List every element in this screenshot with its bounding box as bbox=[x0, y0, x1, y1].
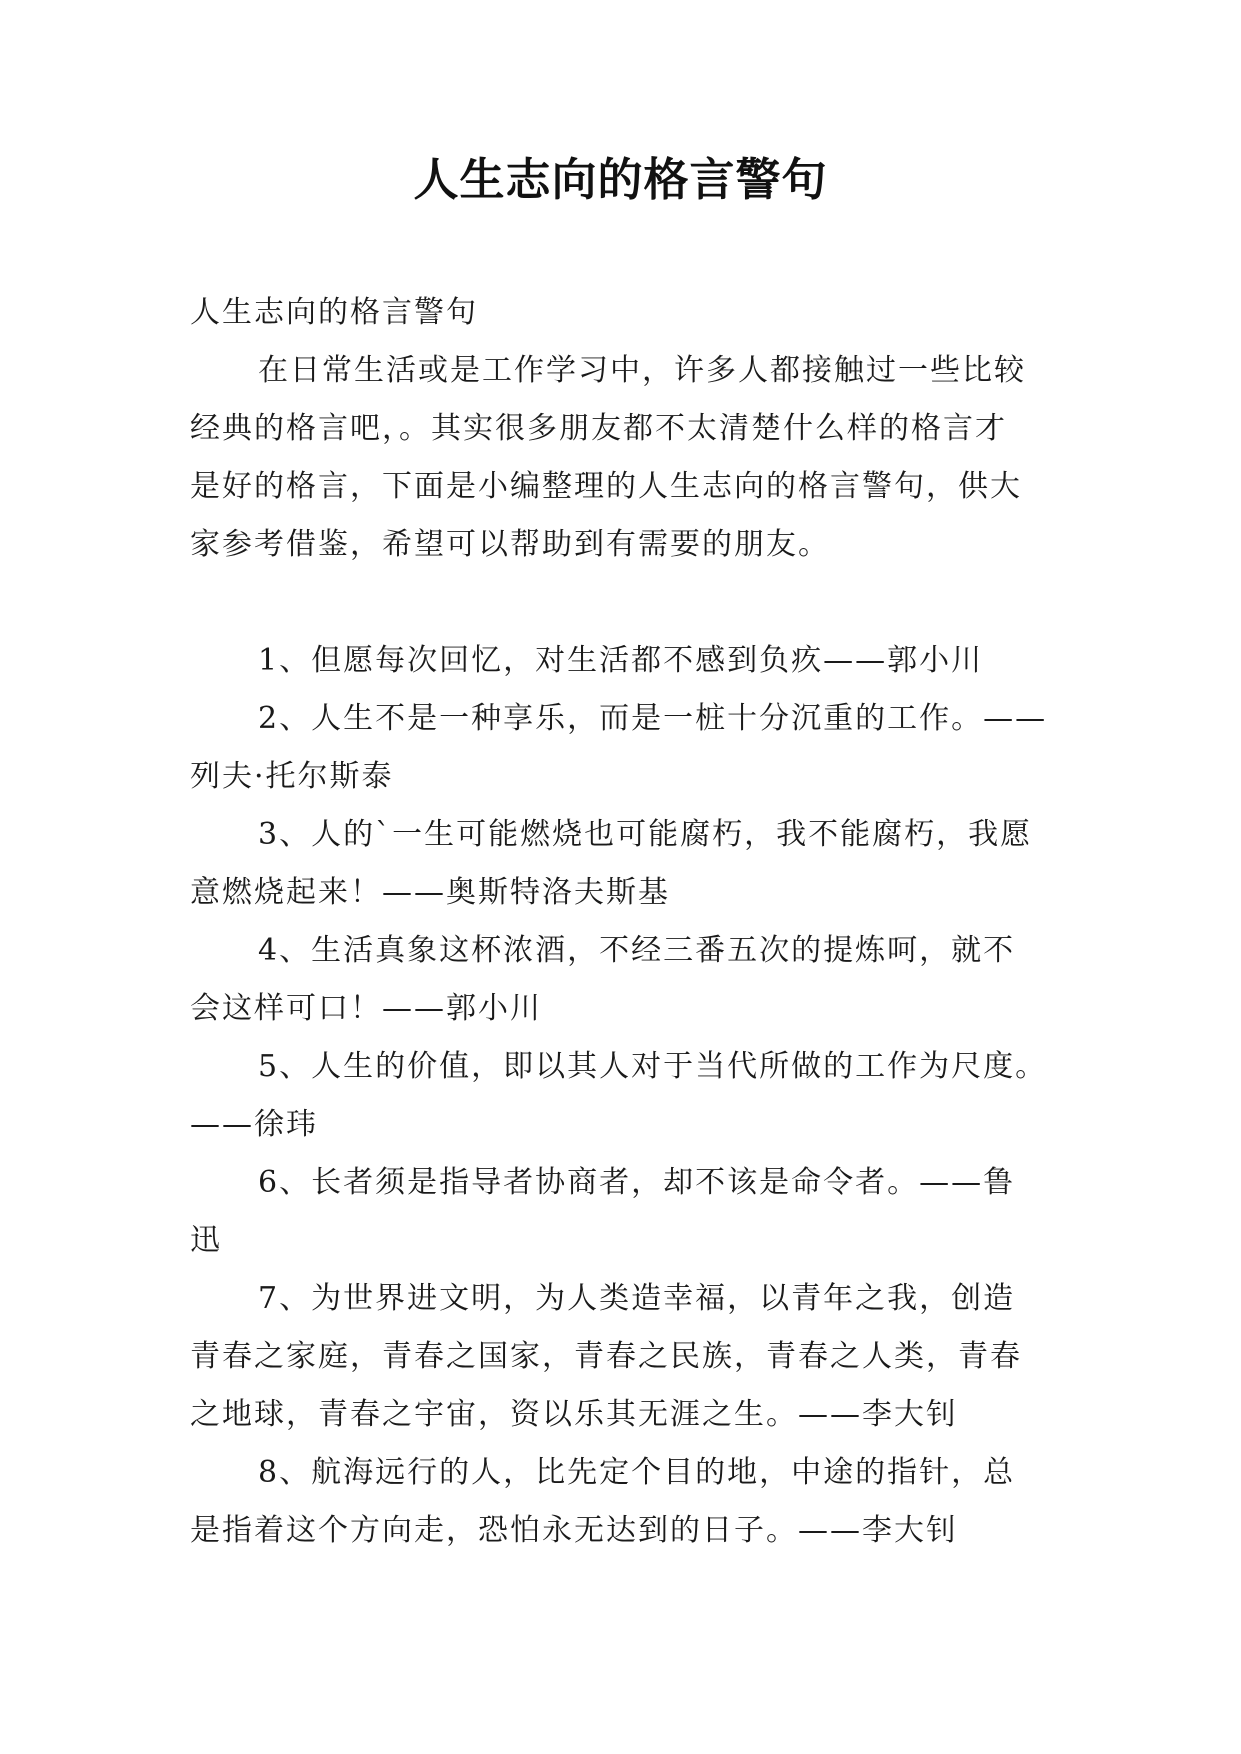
quote-line: 意燃烧起来！——奥斯特洛夫斯基 bbox=[190, 875, 670, 910]
quote-line: 3、人的`一生可能燃烧也可能腐朽，我不能腐朽，我愿 bbox=[258, 817, 1033, 852]
quote-line: 8、航海远行的人，比先定个目的地，中途的指针，总 bbox=[258, 1455, 1016, 1490]
quote-item-6 bbox=[190, 1154, 1052, 1270]
quote-line: 列夫·托尔斯泰 bbox=[190, 759, 394, 794]
quote-line: 会这样可口！——郭小川 bbox=[190, 991, 542, 1026]
quote-line: 7、为世界进文明，为人类造幸福，以青年之我，创造 bbox=[258, 1281, 1016, 1316]
paragraph-gap bbox=[190, 574, 1052, 632]
quote-item-1 bbox=[190, 632, 1052, 690]
quote-line: 4、生活真象这杯浓酒，不经三番五次的提炼呵，就不 bbox=[258, 933, 1016, 968]
quote-line: 1、但愿每次回忆，对生活都不感到负疚——郭小川 bbox=[258, 643, 984, 678]
quote-line: 是指着这个方向走，恐怕永无达到的日子。——李大钊 bbox=[190, 1513, 958, 1548]
quote-line: 迅 bbox=[190, 1223, 222, 1258]
quote-line: 2、人生不是一种享乐，而是一桩十分沉重的工作。—— bbox=[258, 701, 1048, 736]
quote-item-7 bbox=[190, 1270, 1052, 1444]
document-body bbox=[190, 284, 1052, 1560]
quote-line: 之地球，青春之宇宙，资以乐其无涯之生。——李大钊 bbox=[190, 1397, 958, 1432]
quote-item-3 bbox=[190, 806, 1052, 922]
intro-paragraph bbox=[190, 342, 1052, 574]
quote-line: 5、人生的价值，即以其人对于当代所做的工作为尺度。 bbox=[258, 1049, 1048, 1084]
quote-item-8 bbox=[190, 1444, 1052, 1560]
quote-item-5 bbox=[190, 1038, 1052, 1154]
intro-line: 在日常生活或是工作学习中，许多人都接触过一些比较 bbox=[258, 353, 1026, 388]
quote-line: 青春之家庭，青春之国家，青春之民族，青春之人类，青春 bbox=[190, 1339, 1022, 1374]
quote-item-4 bbox=[190, 922, 1052, 1038]
intro-line: 家参考借鉴，希望可以帮助到有需要的朋友。 bbox=[190, 527, 830, 562]
document-title: 人生志向的格言警句 bbox=[413, 153, 828, 206]
document-subtitle: 人生志向的格言警句 bbox=[190, 295, 478, 330]
quote-line: ——徐玮 bbox=[190, 1107, 318, 1142]
quote-item-2 bbox=[190, 690, 1052, 806]
intro-line: 是好的格言，下面是小编整理的人生志向的格言警句，供大 bbox=[190, 469, 1022, 504]
quote-line: 6、长者须是指导者协商者，却不该是命令者。——鲁 bbox=[258, 1165, 1016, 1200]
intro-line: 经典的格言吧，。其实很多朋友都不太清楚什么样的格言才 bbox=[190, 411, 1007, 446]
